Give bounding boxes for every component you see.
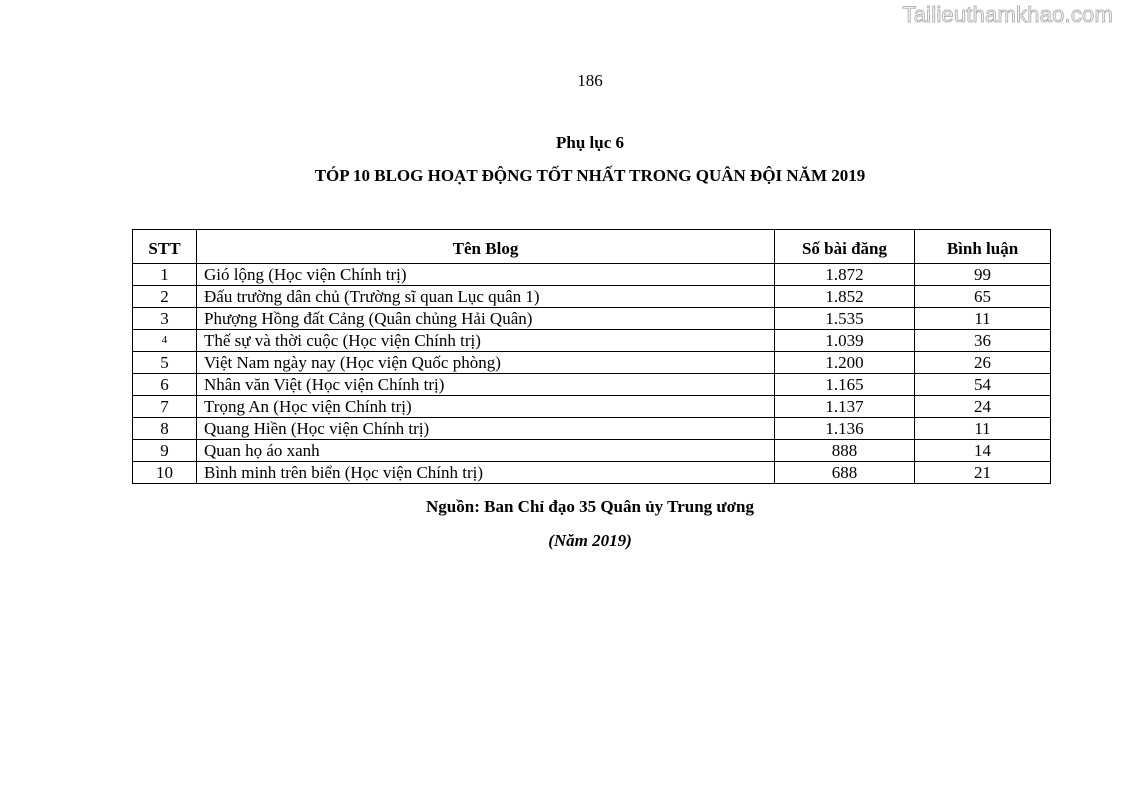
cell-blog-name: Thế sự và thời cuộc (Học viện Chính trị) xyxy=(197,330,775,352)
cell-blog-name: Quang Hiền (Học viện Chính trị) xyxy=(197,418,775,440)
header-comments: Bình luận xyxy=(915,230,1051,264)
table-row xyxy=(133,330,1051,352)
cell-stt: 8 xyxy=(133,418,197,440)
cell-blog-name: Nhân văn Việt (Học viện Chính trị) xyxy=(197,374,775,396)
cell-posts: 1.535 xyxy=(775,308,915,330)
cell-stt: 6 xyxy=(133,374,197,396)
cell-stt: 4 xyxy=(133,330,197,352)
table-row xyxy=(133,462,1051,484)
cell-blog-name: Trọng An (Học viện Chính trị) xyxy=(197,396,775,418)
table-row xyxy=(133,308,1051,330)
cell-stt: 3 xyxy=(133,308,197,330)
cell-comments: 14 xyxy=(915,440,1051,462)
page-number: 186 xyxy=(577,71,603,90)
cell-comments: 36 xyxy=(915,330,1051,352)
cell-comments: 11 xyxy=(915,308,1051,330)
cell-posts: 1.137 xyxy=(775,396,915,418)
table-row xyxy=(133,286,1051,308)
page-title: TÓP 10 BLOG HOẠT ĐỘNG TỐT NHẤT TRONG QUÂN ĐỘI NĂM 2019 xyxy=(314,166,866,185)
header-blog-name: Tên Blog xyxy=(197,230,775,264)
cell-posts: 888 xyxy=(775,440,915,462)
cell-stt: 1 xyxy=(133,264,197,286)
cell-stt: 2 xyxy=(133,286,197,308)
cell-posts: 1.165 xyxy=(775,374,915,396)
blog-table xyxy=(132,229,1051,484)
cell-comments: 54 xyxy=(915,374,1051,396)
cell-blog-name: Gió lộng (Học viện Chính trị) xyxy=(197,264,775,286)
source-year: (Năm 2019) xyxy=(548,531,632,550)
table-row xyxy=(133,440,1051,462)
cell-posts: 1.852 xyxy=(775,286,915,308)
cell-stt: 5 xyxy=(133,352,197,374)
table-row xyxy=(133,374,1051,396)
cell-comments: 24 xyxy=(915,396,1051,418)
table-row xyxy=(133,418,1051,440)
cell-blog-name: Quan họ áo xanh xyxy=(197,440,775,462)
header-posts: Số bài đăng xyxy=(775,230,915,264)
header-stt: STT xyxy=(133,230,197,264)
cell-posts: 1.136 xyxy=(775,418,915,440)
cell-stt: 9 xyxy=(133,440,197,462)
source-note: Nguồn: Ban Chỉ đạo 35 Quân ủy Trung ương xyxy=(426,497,754,516)
cell-comments: 11 xyxy=(915,418,1051,440)
cell-posts: 688 xyxy=(775,462,915,484)
table-header-row xyxy=(133,230,1051,264)
cell-blog-name: Phượng Hồng đất Cảng (Quân chủng Hải Quân) xyxy=(197,308,775,330)
appendix-label: Phụ lục 6 xyxy=(555,133,625,152)
cell-blog-name: Việt Nam ngày nay (Học viện Quốc phòng) xyxy=(197,352,775,374)
cell-blog-name: Đấu trường dân chủ (Trường sĩ quan Lục quân 1) xyxy=(197,286,775,308)
cell-posts: 1.872 xyxy=(775,264,915,286)
cell-comments: 99 xyxy=(915,264,1051,286)
table-row xyxy=(133,352,1051,374)
cell-blog-name: Bình minh trên biển (Học viện Chính trị) xyxy=(197,462,775,484)
table-row xyxy=(133,396,1051,418)
watermark: Tailieuthamkhao.com xyxy=(902,2,1113,27)
cell-stt: 10 xyxy=(133,462,197,484)
table-row xyxy=(133,264,1051,286)
cell-comments: 26 xyxy=(915,352,1051,374)
cell-stt: 7 xyxy=(133,396,197,418)
cell-posts: 1.200 xyxy=(775,352,915,374)
cell-posts: 1.039 xyxy=(775,330,915,352)
cell-comments: 21 xyxy=(915,462,1051,484)
cell-comments: 65 xyxy=(915,286,1051,308)
